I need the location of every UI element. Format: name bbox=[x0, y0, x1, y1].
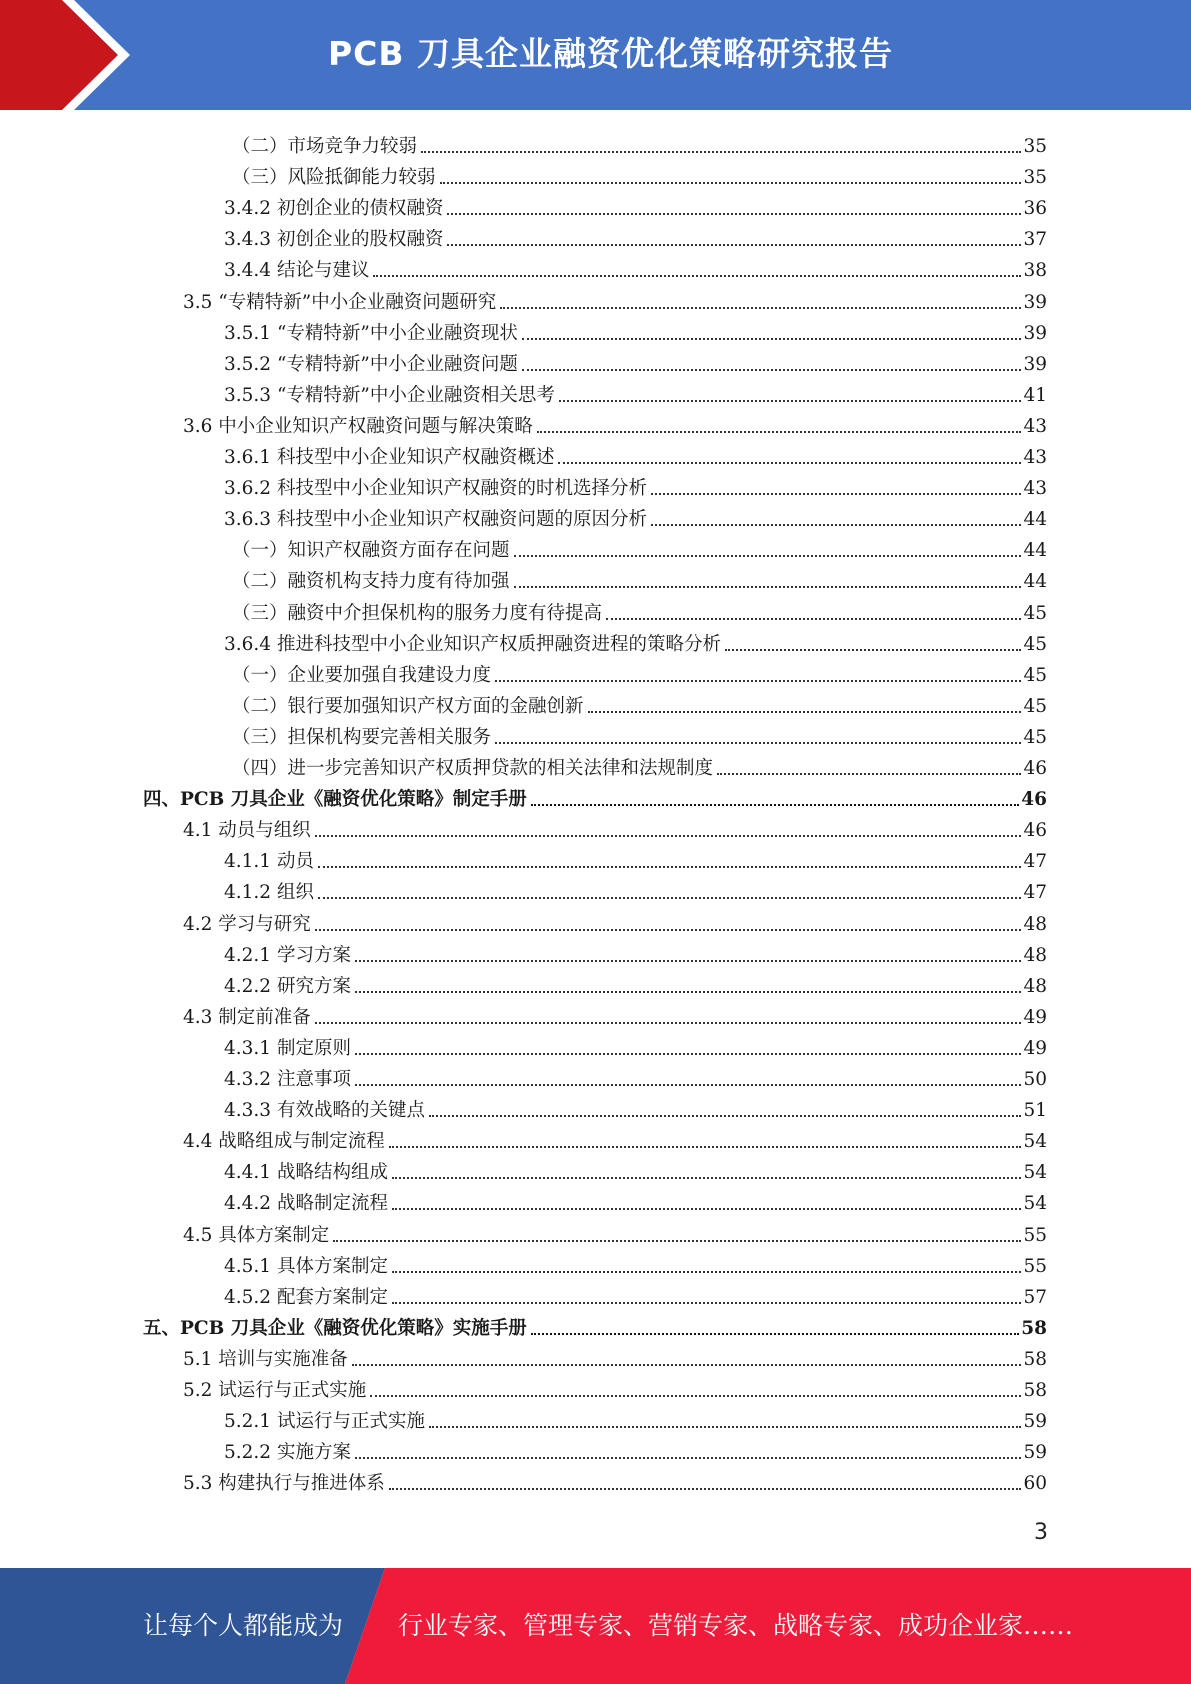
toc-entry-page: 39 bbox=[1023, 291, 1047, 313]
toc-entry-page: 43 bbox=[1023, 478, 1047, 500]
toc-entry[interactable] bbox=[224, 937, 1047, 968]
toc-entry-title: （三）风险抵御能力较弱 bbox=[232, 167, 436, 189]
toc-entry-title: 3.5 “专精特新”中小企业融资问题研究 bbox=[183, 291, 497, 313]
toc-dot-leader bbox=[500, 307, 1021, 309]
toc-entry-title: 3.5.1 “专精特新”中小企业融资现状 bbox=[224, 322, 518, 344]
toc-entry-page: 51 bbox=[1023, 1100, 1047, 1122]
toc-entry-title: 4.1.1 动员 bbox=[224, 851, 314, 873]
toc-entry[interactable] bbox=[143, 781, 1047, 812]
toc-entry[interactable] bbox=[224, 1248, 1047, 1279]
toc-entry[interactable] bbox=[232, 595, 1047, 626]
toc-entry[interactable] bbox=[224, 1185, 1047, 1216]
toc-entry-title: 3.6.3 科技型中小企业知识产权融资问题的原因分析 bbox=[224, 509, 647, 531]
toc-entry-title: 5.2 试运行与正式实施 bbox=[183, 1380, 367, 1401]
toc-entry-page: 48 bbox=[1023, 913, 1047, 935]
toc-entry-title: 4.3 制定前准备 bbox=[183, 1006, 311, 1028]
toc-entry-title: （二）融资机构支持力度有待加强 bbox=[232, 571, 510, 593]
toc-entry-title: 4.5 具体方案制定 bbox=[183, 1224, 330, 1246]
toc-dot-leader bbox=[606, 618, 1021, 620]
toc-dot-leader bbox=[315, 1022, 1022, 1024]
toc-entry[interactable] bbox=[224, 252, 1047, 283]
toc-entry-page: 47 bbox=[1023, 882, 1047, 904]
toc-entry-page: 45 bbox=[1023, 664, 1047, 686]
toc-entry-page: 45 bbox=[1023, 726, 1047, 748]
toc-dot-leader bbox=[392, 1177, 1021, 1179]
toc-dot-leader bbox=[355, 1053, 1022, 1055]
toc-entry-title: 3.6 中小企业知识产权融资问题与解决策略 bbox=[183, 415, 533, 437]
toc-entry-page: 41 bbox=[1023, 384, 1047, 406]
toc-entry[interactable] bbox=[183, 999, 1047, 1030]
toc-dot-leader bbox=[421, 151, 1021, 153]
toc-entry-title: （四）进一步完善知识产权质押贷款的相关法律和法规制度 bbox=[232, 758, 714, 779]
toc-dot-leader bbox=[522, 369, 1022, 371]
toc-dot-leader bbox=[514, 586, 1022, 588]
toc-entry[interactable] bbox=[183, 906, 1047, 937]
toc-dot-leader bbox=[392, 1302, 1021, 1304]
toc-entry-title: 4.2.1 学习方案 bbox=[224, 944, 351, 966]
toc-entry-page: 50 bbox=[1023, 1069, 1047, 1090]
toc-dot-leader bbox=[392, 1208, 1021, 1210]
toc-entry[interactable] bbox=[232, 532, 1047, 563]
toc-entry[interactable] bbox=[224, 221, 1047, 252]
toc-entry-page: 43 bbox=[1023, 415, 1047, 437]
toc-entry-page: 48 bbox=[1023, 975, 1047, 997]
toc-entry-page: 35 bbox=[1023, 136, 1047, 157]
toc-dot-leader bbox=[725, 649, 1021, 651]
toc-entry[interactable] bbox=[183, 1465, 1047, 1496]
toc-entry-title: 4.2.2 研究方案 bbox=[224, 975, 351, 997]
toc-entry-title: 4.5.1 具体方案制定 bbox=[224, 1255, 388, 1277]
toc-entry-title: 五、PCB 刀具企业《融资优化策略》实施手册 bbox=[143, 1317, 527, 1339]
report-footer bbox=[0, 1568, 1191, 1684]
toc-entry-title: 3.4.4 结论与建议 bbox=[224, 260, 370, 282]
toc-entry-page: 49 bbox=[1023, 1037, 1047, 1059]
footer-slogan-left: 让每个人都能成为 bbox=[143, 1611, 344, 1640]
toc-dot-leader bbox=[522, 338, 1022, 340]
toc-entry-title: 3.5.3 “专精特新”中小企业融资相关思考 bbox=[224, 384, 555, 406]
toc-entry-page: 39 bbox=[1023, 353, 1047, 375]
toc-entry-page: 58 bbox=[1023, 1380, 1047, 1401]
toc-entry-page: 58 bbox=[1023, 1348, 1047, 1370]
page-number: 3 bbox=[1034, 1520, 1048, 1545]
toc-entry-title: 3.6.1 科技型中小企业知识产权融资概述 bbox=[224, 447, 555, 468]
toc-dot-leader bbox=[352, 1364, 1022, 1366]
toc-entry[interactable] bbox=[224, 968, 1047, 999]
toc-entry[interactable] bbox=[183, 1123, 1047, 1154]
toc-dot-leader bbox=[447, 213, 1021, 215]
toc-entry[interactable] bbox=[224, 843, 1047, 874]
toc-entry-page: 58 bbox=[1021, 1317, 1047, 1339]
toc-entry[interactable] bbox=[224, 470, 1047, 501]
toc-entry-title: （二）市场竞争力较弱 bbox=[232, 136, 418, 157]
toc-entry-title: （三）担保机构要完善相关服务 bbox=[232, 726, 492, 748]
toc-entry-page: 44 bbox=[1023, 540, 1047, 562]
toc-dot-leader bbox=[495, 742, 1021, 744]
toc-entry-title: 4.4.2 战略制定流程 bbox=[224, 1193, 388, 1215]
toc-entry-page: 47 bbox=[1023, 851, 1047, 873]
toc-entry-title: 4.4 战略组成与制定流程 bbox=[183, 1131, 385, 1153]
toc-entry-page: 54 bbox=[1023, 1193, 1047, 1215]
toc-entry[interactable] bbox=[224, 1434, 1047, 1465]
toc-dot-leader bbox=[318, 897, 1022, 899]
toc-entry-page: 45 bbox=[1023, 633, 1047, 655]
toc-entry-page: 45 bbox=[1023, 695, 1047, 717]
toc-dot-leader bbox=[588, 711, 1022, 713]
toc-entry[interactable] bbox=[224, 315, 1047, 346]
toc-entry[interactable] bbox=[224, 874, 1047, 905]
toc-entry[interactable] bbox=[232, 688, 1047, 719]
toc-entry-page: 44 bbox=[1023, 509, 1047, 531]
toc-entry-title: 3.4.3 初创企业的股权融资 bbox=[224, 229, 444, 251]
toc-entry[interactable] bbox=[183, 1372, 1047, 1403]
toc-dot-leader bbox=[717, 773, 1021, 775]
toc-entry-title: 4.3.3 有效战略的关键点 bbox=[224, 1100, 425, 1122]
toc-entry-title: 3.4.2 初创企业的债权融资 bbox=[224, 198, 444, 220]
toc-entry[interactable] bbox=[232, 719, 1047, 750]
toc-entry-page: 57 bbox=[1023, 1286, 1047, 1308]
toc-entry-page: 59 bbox=[1023, 1411, 1047, 1433]
toc-dot-leader bbox=[651, 493, 1021, 495]
toc-entry-title: 4.5.2 配套方案制定 bbox=[224, 1286, 388, 1308]
toc-dot-leader bbox=[373, 275, 1021, 277]
toc-dot-leader bbox=[651, 524, 1021, 526]
toc-entry-title: 3.5.2 “专精特新”中小企业融资问题 bbox=[224, 353, 518, 375]
toc-entry-page: 54 bbox=[1023, 1162, 1047, 1184]
toc-entry-page: 36 bbox=[1023, 198, 1047, 220]
toc-dot-leader bbox=[440, 182, 1022, 184]
toc-entry[interactable] bbox=[183, 1341, 1047, 1372]
toc-entry[interactable] bbox=[224, 1092, 1047, 1123]
toc-entry[interactable] bbox=[232, 657, 1047, 688]
toc-entry-title: 3.6.4 推进科技型中小企业知识产权质押融资进程的策略分析 bbox=[224, 633, 721, 655]
toc-entry-title: 5.3 构建执行与推进体系 bbox=[183, 1473, 385, 1495]
toc-entry-title: 5.2.1 试运行与正式实施 bbox=[224, 1411, 425, 1433]
toc-entry-page: 59 bbox=[1023, 1442, 1047, 1464]
toc-entry-title: 4.1 动员与组织 bbox=[183, 820, 311, 842]
toc-entry[interactable] bbox=[232, 128, 1047, 159]
toc-entry[interactable] bbox=[224, 1403, 1047, 1434]
toc-entry-page: 43 bbox=[1023, 447, 1047, 468]
toc-dot-leader bbox=[333, 1240, 1021, 1242]
toc-dot-leader bbox=[389, 1488, 1022, 1490]
toc-entry-page: 46 bbox=[1021, 789, 1047, 811]
toc-entry-title: （一）知识产权融资方面存在问题 bbox=[232, 540, 510, 562]
report-header bbox=[0, 0, 1191, 110]
toc-entry[interactable] bbox=[224, 501, 1047, 532]
toc-dot-leader bbox=[318, 866, 1022, 868]
toc-dot-leader bbox=[355, 960, 1022, 962]
toc-entry-page: 37 bbox=[1023, 229, 1047, 251]
toc-entry[interactable] bbox=[224, 190, 1047, 221]
toc-entry[interactable] bbox=[183, 1217, 1047, 1248]
toc-entry-page: 46 bbox=[1023, 758, 1047, 779]
toc-entry[interactable] bbox=[224, 1030, 1047, 1061]
toc-dot-leader bbox=[447, 244, 1021, 246]
toc-entry-page: 55 bbox=[1023, 1255, 1047, 1277]
toc-entry[interactable] bbox=[183, 284, 1047, 315]
toc-entry-page: 60 bbox=[1023, 1473, 1047, 1495]
toc-dot-leader bbox=[392, 1271, 1021, 1273]
toc-entry[interactable] bbox=[224, 1154, 1047, 1185]
toc-entry[interactable] bbox=[224, 626, 1047, 657]
toc-dot-leader bbox=[558, 462, 1021, 464]
report-title: PCB 刀具企业融资优化策略研究报告 bbox=[327, 34, 894, 73]
toc-entry-page: 45 bbox=[1023, 602, 1047, 624]
toc-entry[interactable] bbox=[183, 408, 1047, 439]
toc-dot-leader bbox=[355, 991, 1022, 993]
toc-dot-leader bbox=[315, 929, 1022, 931]
toc-entry-page: 44 bbox=[1023, 571, 1047, 593]
toc-entry-title: 5.1 培训与实施准备 bbox=[183, 1348, 348, 1370]
toc-entry-title: 5.2.2 实施方案 bbox=[224, 1442, 351, 1464]
toc-entry-page: 35 bbox=[1023, 167, 1047, 189]
toc-entry[interactable] bbox=[183, 812, 1047, 843]
toc-entry[interactable] bbox=[232, 563, 1047, 594]
toc-entry-page: 46 bbox=[1023, 820, 1047, 842]
toc-dot-leader bbox=[370, 1395, 1021, 1397]
toc-dot-leader bbox=[429, 1426, 1021, 1428]
toc-entry[interactable] bbox=[224, 1279, 1047, 1310]
toc-entry-page: 48 bbox=[1023, 944, 1047, 966]
toc-dot-leader bbox=[429, 1115, 1021, 1117]
toc-entry-title: 4.2 学习与研究 bbox=[183, 913, 311, 935]
toc-dot-leader bbox=[389, 1146, 1022, 1148]
toc-dot-leader bbox=[531, 1333, 1020, 1335]
toc-entry-title: （一）企业要加强自我建设力度 bbox=[232, 664, 492, 686]
toc-entry-page: 38 bbox=[1023, 260, 1047, 282]
toc-dot-leader bbox=[495, 680, 1021, 682]
toc-entry[interactable] bbox=[224, 1061, 1047, 1092]
toc-entry-title: 4.4.1 战略结构组成 bbox=[224, 1162, 388, 1184]
toc-entry-page: 55 bbox=[1023, 1224, 1047, 1246]
toc-entry-title: 4.3.2 注意事项 bbox=[224, 1069, 351, 1090]
toc-entry-title: 4.1.2 组织 bbox=[224, 882, 314, 904]
toc-dot-leader bbox=[315, 835, 1022, 837]
toc-dot-leader bbox=[514, 555, 1022, 557]
toc-entry[interactable] bbox=[224, 377, 1047, 408]
toc-entry-page: 39 bbox=[1023, 322, 1047, 344]
toc-entry[interactable] bbox=[232, 750, 1047, 781]
toc-dot-leader bbox=[355, 1084, 1022, 1086]
toc-entry[interactable] bbox=[143, 1310, 1047, 1341]
toc-entry-title: 四、PCB 刀具企业《融资优化策略》制定手册 bbox=[143, 789, 527, 811]
toc-dot-leader bbox=[355, 1457, 1022, 1459]
toc-entry[interactable] bbox=[232, 159, 1047, 190]
toc-entry[interactable] bbox=[224, 439, 1047, 470]
toc-dot-leader bbox=[537, 431, 1022, 433]
toc-dot-leader bbox=[559, 400, 1022, 402]
toc-entry[interactable] bbox=[224, 346, 1047, 377]
toc-entry-title: （二）银行要加强知识产权方面的金融创新 bbox=[232, 695, 584, 717]
toc-entry-page: 54 bbox=[1023, 1131, 1047, 1153]
toc-entry-page: 49 bbox=[1023, 1006, 1047, 1028]
toc-entry-title: 4.3.1 制定原则 bbox=[224, 1037, 351, 1059]
toc-entry-title: 3.6.2 科技型中小企业知识产权融资的时机选择分析 bbox=[224, 478, 647, 500]
toc-dot-leader bbox=[531, 804, 1020, 806]
toc-entry-title: （三）融资中介担保机构的服务力度有待提高 bbox=[232, 602, 603, 624]
footer-slogan-right: 行业专家、管理专家、营销专家、战略专家、成功企业家…… bbox=[398, 1611, 1074, 1640]
